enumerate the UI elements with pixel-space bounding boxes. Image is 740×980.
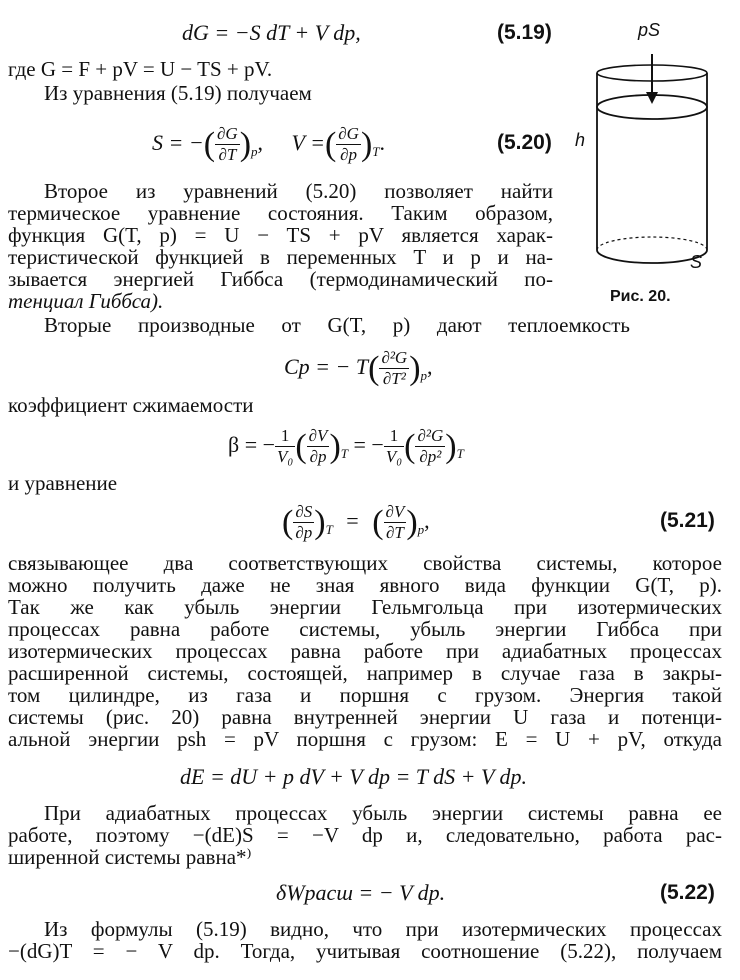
para4-line2: работе, поэтому −(dE)S = −V dp и, следовательно, работа рас- bbox=[8, 823, 722, 847]
para3-line3: Так же как убыль энергии Гельмгольца при изотермических bbox=[8, 595, 722, 619]
para3-line2: можно получить даже не зная явного вида функции G(T, p). bbox=[8, 573, 722, 597]
para5-line1: Из формулы (5.19) видно, что при изотермических процессах bbox=[44, 917, 722, 941]
text-from-equation: Из уравнения (5.19) получаем bbox=[44, 81, 312, 105]
para3-line5: изотермических процессах равна работе при адиабатных процессах bbox=[8, 639, 722, 663]
para3-line8: системы (рис. 20) равна внутренней энергии U газа и потенци- bbox=[8, 705, 722, 729]
para3-line9: альной энергии psh = pV поршня с грузом: E = U + pV, откуда bbox=[8, 727, 722, 751]
text-compressibility: коэффициент сжимаемости bbox=[8, 393, 254, 417]
para2-line1: Вторые производные от G(T, p) дают теплоемкость bbox=[44, 313, 630, 337]
equation-beta: β = − $\frac{1}{\text{V₀}}$ ( $\frac{\partial V}{\partial p}$ )$_T$ = − $\frac{1}{\text{V₀}}$ ( $\frac{\text{∂²G}}{\text{∂p²}}$ )$_T$ bbox=[228, 426, 464, 467]
para3-line4: процессах равна работе системы, убыль энергии Гиббса при bbox=[8, 617, 722, 641]
para4-line3: ширенной системы равна*⁾ bbox=[8, 845, 252, 869]
para5-line2: −(dG)T = − V dp. Тогда, учитывая соотношение (5.22), получаем bbox=[8, 939, 722, 963]
figure-label-h: h bbox=[575, 130, 586, 150]
text-and-equation: и уравнение bbox=[8, 471, 118, 495]
para3-line7: том цилиндре, из газа и поршня с грузом. Энергия такой bbox=[8, 683, 722, 707]
figure-label-pS: pS bbox=[638, 20, 661, 40]
text-where-G: где G = F + pV = U − TS + pV. bbox=[8, 57, 273, 81]
figure-cylinder bbox=[570, 20, 740, 320]
para3-line1: связывающее два соответствующих свойства системы, которое bbox=[8, 551, 722, 575]
equation-5-19: dG = −S dT + V dp, bbox=[182, 20, 361, 45]
para1-line3: функция G(T, p) = U − TS + pV является харак- bbox=[8, 223, 553, 247]
equation-number-5-21: (5.21) bbox=[660, 509, 715, 532]
para1-line6: тенциал Гиббса). bbox=[8, 289, 164, 313]
equation-number-5-20: (5.20) bbox=[497, 131, 552, 154]
equation-number-5-22: (5.22) bbox=[660, 881, 715, 904]
equation-number-5-19: (5.19) bbox=[497, 21, 552, 44]
para1-line4: теристической функцией в переменных T и p и на- bbox=[8, 245, 553, 269]
equation-5-21: ( $\frac{\partial S}{\partial p}$ )$_T$ = ( $\frac{\partial V}{\partial T}$ )$_p$, bbox=[282, 502, 430, 543]
figure-caption: Рис. 20. bbox=[610, 288, 671, 305]
para1-line5: зывается энергией Гиббса (термодинамический по- bbox=[8, 267, 553, 291]
equation-5-20: S = −( $\frac{\partial G}{\partial T}$ )$_p$, V =( $\frac{\partial G}{\partial p}$ )$_T$. bbox=[152, 124, 386, 165]
figure-label-S: S bbox=[690, 252, 703, 272]
para3-line6: расширенной системы, состоящей, например в случае газа в закры- bbox=[8, 661, 722, 685]
equation-dE: dE = dU + p dV + V dp = T dS + V dp. bbox=[180, 764, 528, 789]
equation-cp: Cp = − T( $\frac{\text{∂²G}}{\text{∂T²}}$ )$_p$, bbox=[284, 348, 433, 389]
para4-line1: При адиабатных процессах убыль энергии системы равна ее bbox=[44, 801, 722, 825]
para1-line2: термическое уравнение состояния. Таким образом, bbox=[8, 201, 553, 225]
para1-line1: Второе из уравнений (5.20) позволяет найти bbox=[44, 179, 553, 203]
equation-5-22: δWрасш = − V dp. bbox=[276, 880, 446, 905]
